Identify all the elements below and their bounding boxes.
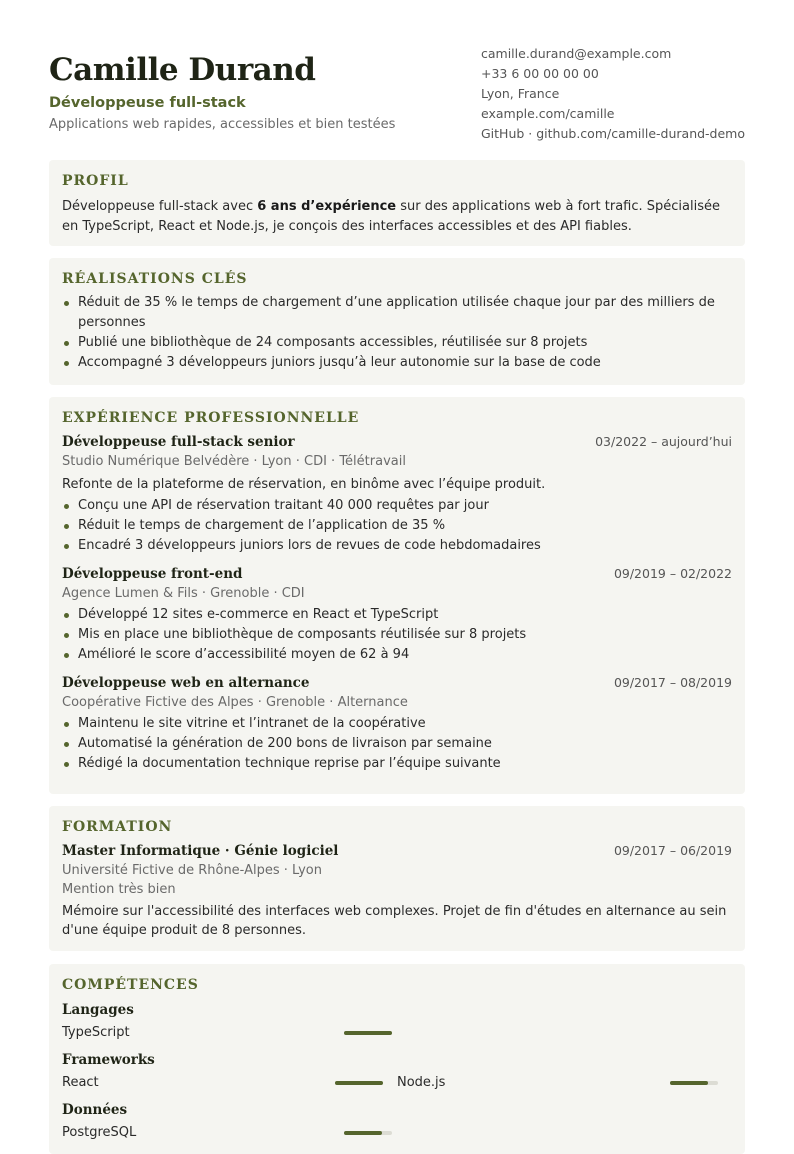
skill-row: [62, 1070, 732, 1095]
candidate-tagline: Applications web rapides, accessibles et bien testées: [49, 117, 396, 132]
skill-name: React: [62, 1075, 99, 1090]
job-meta: Studio Numérique Belvédère · Lyon · CDI · Télétravail: [62, 454, 406, 469]
education-date: 09/2017 – 06/2019: [613, 843, 732, 858]
skill-name: Node.js: [397, 1075, 446, 1090]
achievements-section: [49, 258, 745, 385]
achievement-item: Publié une bibliothèque de 24 composants accessibles, réutilisée sur 8 projets: [62, 333, 732, 353]
skill-level-bar: [670, 1081, 718, 1085]
resume-header: [49, 50, 469, 135]
job-bullet: Rédigé la documentation technique reprise par l’équipe suivante: [62, 754, 732, 774]
job-title: Développeuse front-end: [62, 566, 243, 582]
job-description: Refonte de la plateforme de réservation, en binôme avec l’équipe produit.: [62, 477, 546, 492]
skills-section: [49, 964, 745, 1154]
contact-github[interactable]: GitHub · github.com/camille-durand-demo: [481, 126, 746, 141]
contact-website[interactable]: example.com/camille: [481, 106, 615, 121]
skill-row: [62, 1020, 732, 1045]
education-entry: [62, 841, 732, 940]
job-bullet: Amélioré le score d’accessibilité moyen de 62 à 94: [62, 645, 732, 665]
job-bullet: Mis en place une bibliothèque de composants réutilisée sur 8 projets: [62, 625, 732, 645]
job-meta: Coopérative Fictive des Alpes · Grenoble · Alternance: [62, 695, 408, 710]
skill-level-bar: [335, 1081, 383, 1085]
job-date: 09/2019 – 02/2022: [613, 566, 732, 581]
education-description: Mémoire sur l'accessibilité des interfaces web complexes. Projet de fin d'études en alternance au sein d'une équipe produit de 8 personnes.: [62, 904, 727, 938]
skill-level-bar: [344, 1031, 392, 1035]
job-bullet: Conçu une API de réservation traitant 40 000 requêtes par jour: [62, 496, 732, 516]
job-title: Développeuse web en alternance: [62, 675, 310, 691]
achievements-list: [62, 293, 732, 373]
job-title: Développeuse full-stack senior: [62, 434, 295, 450]
profile-text: [62, 197, 732, 236]
skill-category: Frameworks: [62, 1052, 155, 1068]
job-bullets: [62, 605, 732, 665]
profile-section: [49, 160, 745, 246]
job-bullet: Automatisé la génération de 200 bons de livraison par semaine: [62, 734, 732, 754]
contact-phone[interactable]: +33 6 00 00 00 00: [481, 66, 599, 81]
achievement-item: Accompagné 3 développeurs juniors jusqu’à leur autonomie sur la base de code: [62, 353, 732, 373]
job-entry: [62, 432, 732, 556]
profile-text-start: Développeuse full-stack avec: [62, 199, 258, 214]
profile-years: 6 ans d’expérience: [257, 199, 397, 214]
job-date: 03/2022 – aujourd’hui: [595, 434, 732, 449]
achievements-title: RÉALISATIONS CLÉS: [62, 271, 248, 287]
skills-title: COMPÉTENCES: [62, 977, 199, 993]
contact-location: Lyon, France: [481, 86, 560, 101]
skill-level-fill: [335, 1081, 383, 1085]
skill-item: [62, 1025, 406, 1040]
job-bullet: Développé 12 sites e-commerce en React et TypeScript: [62, 605, 732, 625]
skill-level-fill: [344, 1031, 392, 1035]
achievement-item: Réduit de 35 % le temps de chargement d’une application utilisée chaque jour par des milliers de personnes: [62, 293, 732, 333]
job-meta: Agence Lumen & Fils · Grenoble · CDI: [62, 586, 305, 601]
profile-title: PROFIL: [62, 173, 129, 189]
candidate-name: Camille Durand: [49, 52, 316, 88]
skill-level-bar: [344, 1131, 392, 1135]
skill-name: PostgreSQL: [62, 1125, 137, 1140]
candidate-role: Développeuse full-stack: [49, 95, 246, 111]
skill-item: [62, 1075, 397, 1090]
degree-title: Master Informatique · Génie logiciel: [62, 843, 339, 859]
job-bullets: [62, 714, 732, 774]
contact-email[interactable]: camille.durand@example.com: [481, 46, 672, 61]
job-bullet: Maintenu le site vitrine et l’intranet de la coopérative: [62, 714, 732, 734]
contact-block: [481, 44, 761, 144]
skill-level-fill: [344, 1131, 382, 1135]
skill-row: [62, 1120, 732, 1145]
job-bullets: [62, 496, 732, 556]
school-name: Université Fictive de Rhône-Alpes · Lyon: [62, 863, 322, 878]
job-date: 09/2017 – 08/2019: [613, 675, 732, 690]
profile-text-end: sur des applications web à fort trafic. Spécialisée en TypeScript, React et Node.js, je conçois des interfaces accessibles et des API fiables.: [62, 199, 720, 234]
job-bullet: Encadré 3 développeurs juniors lors de revues de code hebdomadaires: [62, 536, 732, 556]
education-title: FORMATION: [62, 819, 173, 835]
skill-category: Langages: [62, 1002, 134, 1018]
skill-name: TypeScript: [62, 1025, 130, 1040]
education-section: [49, 806, 745, 951]
job-entry: [62, 673, 732, 774]
skill-level-fill: [670, 1081, 708, 1085]
experience-section: [49, 397, 745, 794]
skill-category: Données: [62, 1102, 128, 1118]
experience-title: EXPÉRIENCE PROFESSIONNELLE: [62, 410, 360, 426]
job-entry: [62, 564, 732, 665]
job-bullet: Réduit le temps de chargement de l’application de 35 %: [62, 516, 732, 536]
skill-item: [397, 1075, 732, 1090]
skill-item: [62, 1125, 406, 1140]
degree-honor: Mention très bien: [62, 882, 176, 897]
